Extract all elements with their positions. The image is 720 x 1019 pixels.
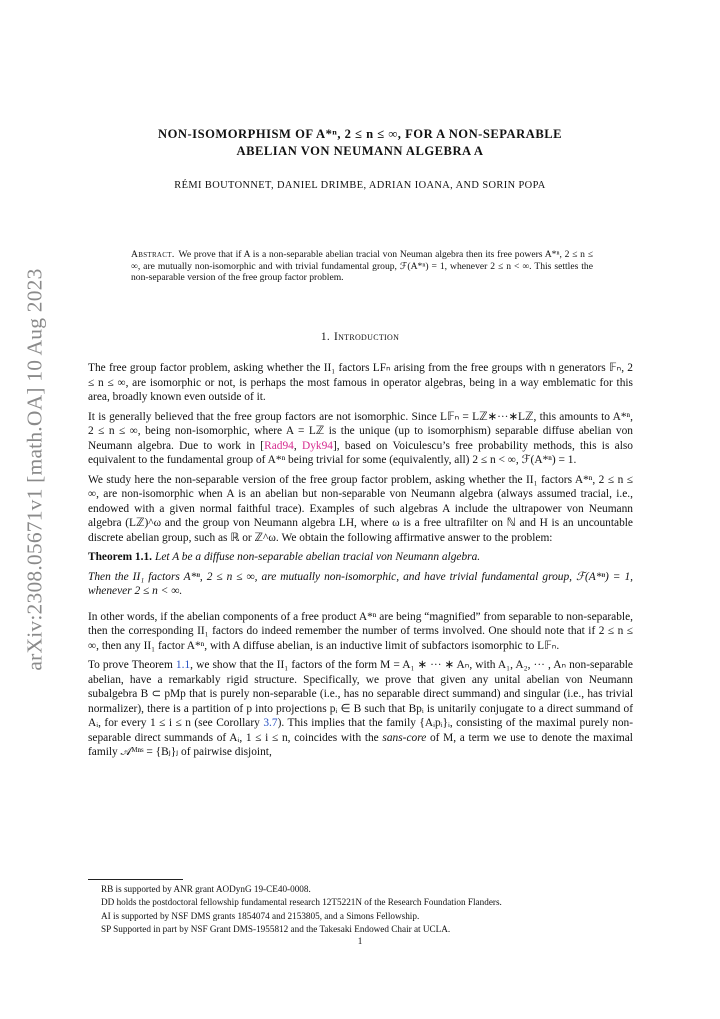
- paragraph-5-text-c: ). This implies that the family {Aᵢpᵢ}ᵢ, consisting of the maximal purely non-separable direct summands of Aᵢ, 1 ≤ i ≤ n, coincides with the: [88, 717, 633, 744]
- citation-separator: ,: [293, 439, 302, 452]
- theorem-statement-2: Then the II₁ factors A*ⁿ, 2 ≤ n ≤ ∞, are mutually non-isomorphic, and have trivial fundamental group, ℱ(A*ⁿ) = 1, whenever 2 ≤ n < ∞.: [88, 570, 633, 597]
- paragraph-5: [88, 658, 633, 760]
- abstract: [131, 249, 593, 284]
- paragraph-5-text-a: To prove Theorem: [88, 659, 176, 671]
- section-number: 1.: [320, 331, 330, 343]
- theorem-heading: Theorem 1.1.: [88, 551, 153, 563]
- paper-title: [100, 126, 620, 160]
- paragraph-3: We study here the non-separable version of the free group factor problem, asking whether the II₁ factors A*ⁿ, 2 ≤ n ≤ ∞, are non-isomorphic when A is an abelian but non-separable von Neumann algebra (always assumed tracial, i.e., endowed with a given normal faithful trace). Examples of such algebras A include the ultrapower von Neumann algebra (Lℤ)^ω and the group von Neumann algebra LH, where ω is a free ultrafilter on ℕ and H is an uncountable discrete abelian group, such as ℝ or ℤ^ω. We obtain the following affirmative answer to the problem:: [88, 473, 633, 544]
- footnote-rb-funding: RB is supported by ANR grant AODynG 19-CE40-0008.: [101, 884, 311, 894]
- theorem-1-1-reference-link[interactable]: 1.1: [175, 659, 191, 671]
- section-heading-introduction: [100, 331, 620, 343]
- footnote-ai-funding: AI is supported by NSF DMS grants 1854074 and 2153805, and a Simons Fellowship.: [101, 910, 420, 921]
- footnote-dd-funding: DD holds the postdoctoral fellowship fundamental research 12T5221N of the Research Foundation Flanders.: [101, 897, 502, 908]
- paragraph-1: The free group factor problem, asking whether the II₁ factors LFₙ arising from the free groups with n generators 𝔽ₙ, 2 ≤ n ≤ ∞, are isomorphic or not, is perhaps the most famous in operator algebras, being in a way emblematic for this area, broadly known even outside of it.: [88, 362, 633, 403]
- section-title: Introduction: [333, 331, 400, 343]
- paragraph-5-text-b: , we show that the II₁ factors of the form M = A₁ ∗ ··· ∗ Aₙ, with A₁, A₂, ··· , Aₙ non-separable abelian, have a remarkably rigid structure. Specifically, we prove that given any unital abelian von Neumann subalgebra B ⊂ pMp that is purely non-separable (i.e., has no separable direct summand) and singular (i.e., has trivial normalizer), there is a partition of p into projections pᵢ ∈ B such that Bpᵢ is unitarily conjugate to a direct summand of Aᵢ, for every 1 ≤ i ≤ n (see Corollary: [88, 659, 633, 729]
- arxiv-identifier-stamp: [20, 268, 50, 670]
- paragraph-5-text-d: of M, a term we use to denote the maximal family 𝒜ᴹⁿˢ = {Bⱼ}ⱼ of pairwise disjoint,: [88, 731, 633, 758]
- author-list: RÉMI BOUTONNET, DANIEL DRIMBE, ADRIAN IOANA, AND SORIN POPA: [174, 180, 546, 191]
- corollary-3-7-reference-link[interactable]: 3.7: [263, 717, 278, 729]
- abstract-label: Abstract.: [131, 249, 175, 260]
- paper-title-line-1: NON-ISOMORPHISM OF A*ⁿ, 2 ≤ n ≤ ∞, FOR A NON-SEPARABLE: [157, 127, 563, 141]
- body-text: [88, 361, 633, 765]
- footnote-sp-funding: SP Supported in part by NSF Grant DMS-1955812 and the Takesaki Endowed Chair at UCLA.: [101, 923, 451, 934]
- page-number: 1: [357, 936, 363, 946]
- citation-rad94-link[interactable]: Rad94: [264, 439, 294, 452]
- paragraph-4: In other words, if the abelian components of a free product A*ⁿ are being “magnified” from separable to non-separable, then the corresponding II₁ factors do indeed remember the number of terms involved. One should note that if 2 ≤ n ≤ ∞, then any II₁ factor A*ⁿ, with A diffuse abelian, is an inductive limit of subfactors isomorphic to L𝔽ₙ.: [88, 610, 633, 652]
- abstract-text: We prove that if A is a non-separable abelian tracial von Neuman algebra then its free powers A*ⁿ, 2 ≤ n ≤ ∞, are mutually non-isomorphic and with trivial fundamental group, ℱ(A*ⁿ) = 1, whenever 2 ≤ n < ∞. This settles the non-separable version of the free group factor problem.: [131, 249, 593, 284]
- footnotes: [101, 883, 641, 936]
- citation-dyk94-link[interactable]: Dyk94: [301, 439, 333, 452]
- arxiv-identifier-text: arXiv:2308.05671v1 [math.OA] 10 Aug 2023: [22, 267, 47, 671]
- paragraph-2-text-b: ], based on Voiculescu’s free probability methods, this is also equivalent to the fundamental group of A*ⁿ being trivial for some (equivalently, all) 2 ≤ n < ∞, ℱ(A*ⁿ) = 1.: [88, 439, 633, 466]
- sans-core-term: sans-core: [382, 731, 427, 744]
- theorem-1-1: [88, 550, 633, 565]
- paragraph-2: [88, 410, 633, 468]
- theorem-statement-1: Let A be a diffuse non-separable abelian tracial von Neumann algebra.: [155, 551, 481, 563]
- footnote-divider: [88, 879, 183, 880]
- paper-title-line-2: ABELIAN VON NEUMANN ALGEBRA A: [236, 144, 484, 158]
- paragraph-2-text-a: It is generally believed that the free group factors are not isomorphic. Since L𝔽ₙ = Lℤ∗···∗Lℤ, this amounts to A*ⁿ, 2 ≤ n ≤ ∞, being non-isomorphic, where A = Lℤ is the unique (up to isomorphism) separable diffuse abelian von Neumann algebra. Due to work in [: [88, 410, 633, 452]
